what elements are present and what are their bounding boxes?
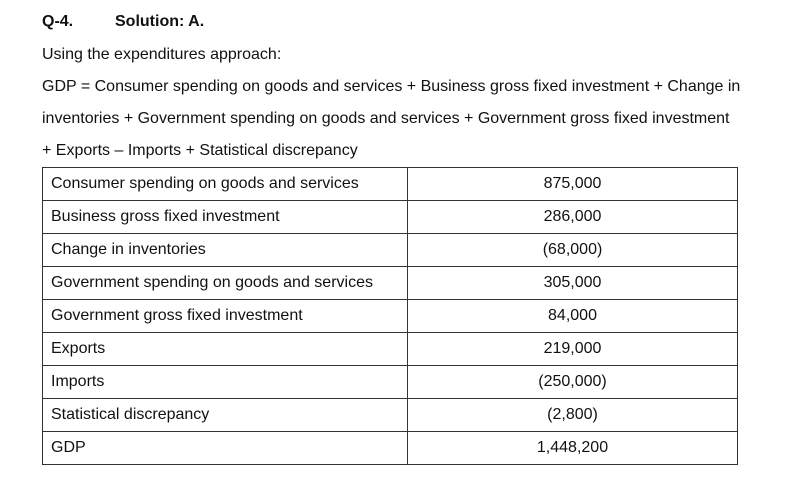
row-amount: 219,000 xyxy=(408,333,738,366)
row-amount: 305,000 xyxy=(408,267,738,300)
approach-text: Using the expenditures approach: xyxy=(42,46,282,63)
row-amount: 875,000 xyxy=(408,168,738,201)
gdp-components-table xyxy=(42,167,738,465)
row-item-label: Business gross fixed investment xyxy=(43,201,408,234)
table-row xyxy=(43,234,738,267)
row-item-label: Government gross fixed investment xyxy=(43,300,408,333)
formula-line-3: + Exports – Imports + Statistical discrepancy xyxy=(42,142,358,159)
row-item-label: Statistical discrepancy xyxy=(43,399,408,432)
row-amount: (250,000) xyxy=(408,366,738,399)
row-amount: 1,448,200 xyxy=(408,432,738,465)
formula-line-2: inventories + Government spending on goods and services + Government gross fixed investment xyxy=(42,110,730,127)
table-row xyxy=(43,168,738,201)
row-amount: 84,000 xyxy=(408,300,738,333)
row-item-label: Government spending on goods and services xyxy=(43,267,408,300)
table-row xyxy=(43,333,738,366)
table-row xyxy=(43,399,738,432)
row-amount: (68,000) xyxy=(408,234,738,267)
row-amount: (2,800) xyxy=(408,399,738,432)
question-heading xyxy=(42,10,204,34)
row-item-label: Consumer spending on goods and services xyxy=(43,168,408,201)
table-row xyxy=(43,201,738,234)
row-item-label: Imports xyxy=(43,366,408,399)
solution-label: Solution: A. xyxy=(115,13,205,30)
question-number: Q-4. xyxy=(42,13,74,30)
formula-line-1: GDP = Consumer spending on goods and services + Business gross fixed investment + Change in xyxy=(42,78,741,95)
row-item-label: Change in inventories xyxy=(43,234,408,267)
table-row xyxy=(43,366,738,399)
table-row xyxy=(43,267,738,300)
row-amount: 286,000 xyxy=(408,201,738,234)
table-row xyxy=(43,300,738,333)
row-item-label: Exports xyxy=(43,333,408,366)
table-row-total xyxy=(43,432,738,465)
row-item-label: GDP xyxy=(43,432,408,465)
